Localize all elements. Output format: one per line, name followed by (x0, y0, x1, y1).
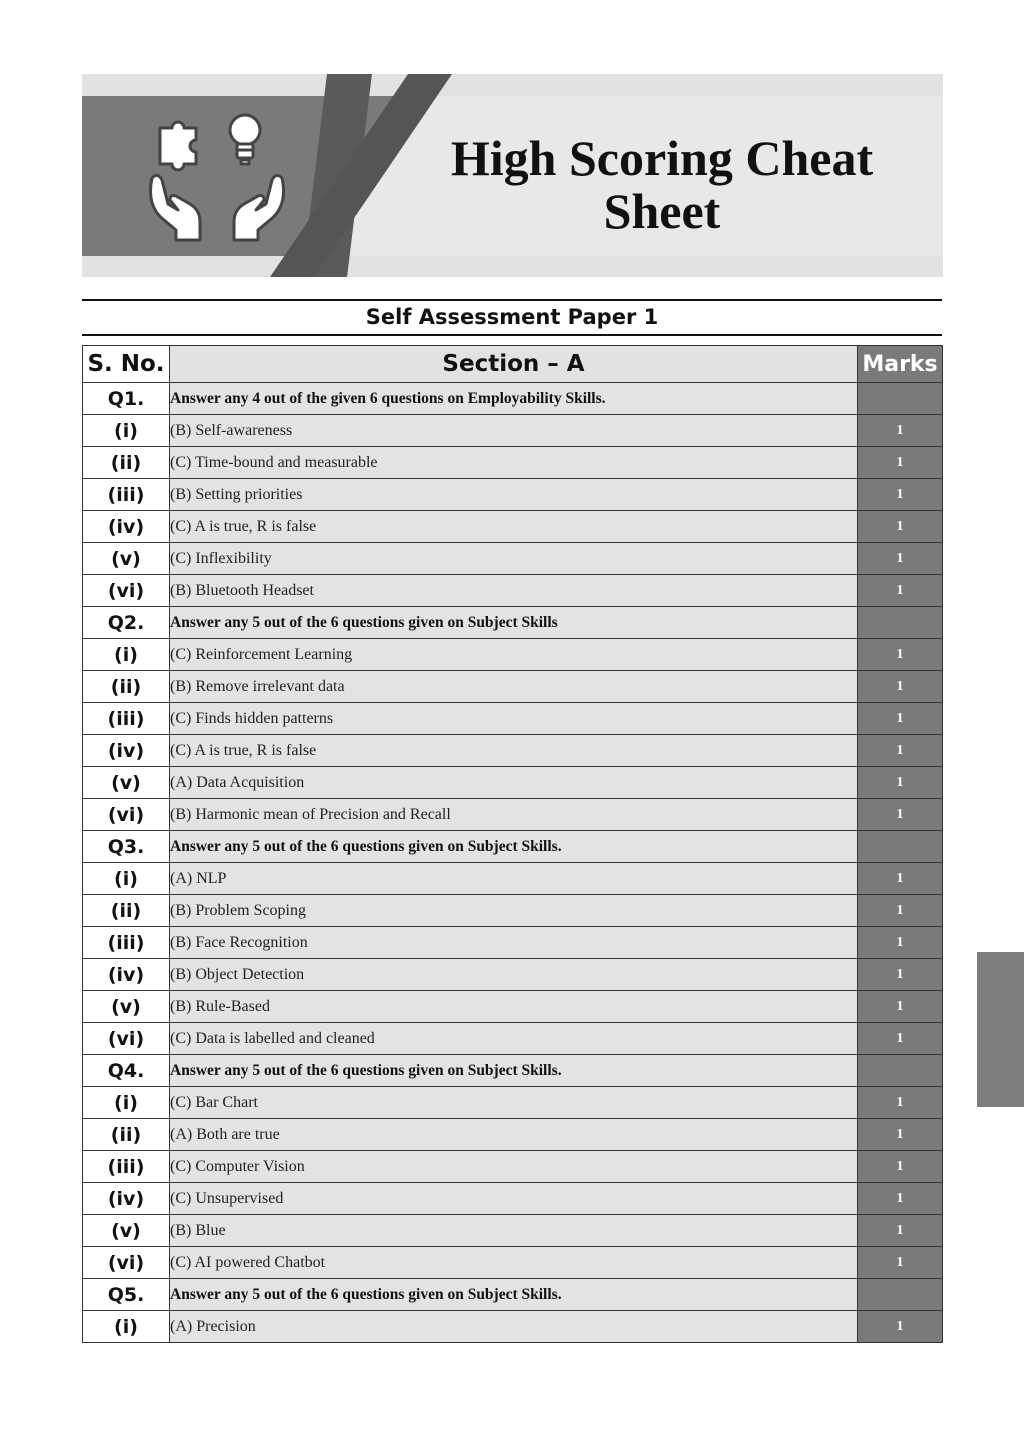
marks-cell: 1 (858, 1215, 943, 1247)
answer-text: (B) Rule-Based (170, 991, 858, 1023)
answer-text: (B) Blue (170, 1215, 858, 1247)
answer-row (83, 959, 943, 991)
row-number: (iv) (83, 959, 170, 991)
row-number: Q1. (83, 383, 170, 415)
question-instruction: Answer any 5 out of the 6 questions given on Subject Skills (170, 607, 858, 639)
question-row (83, 383, 943, 415)
row-number: (ii) (83, 671, 170, 703)
answer-text: (B) Remove irrelevant data (170, 671, 858, 703)
marks-cell: 1 (858, 575, 943, 607)
answer-text: (B) Bluetooth Headset (170, 575, 858, 607)
answer-row (83, 895, 943, 927)
header-banner (82, 74, 943, 277)
answer-text: (C) Inflexibility (170, 543, 858, 575)
question-row (83, 1055, 943, 1087)
marks-cell: 1 (858, 799, 943, 831)
answer-row (83, 1151, 943, 1183)
marks-cell: 1 (858, 1247, 943, 1279)
answer-row (83, 511, 943, 543)
answer-row (83, 639, 943, 671)
row-number: Q5. (83, 1279, 170, 1311)
row-number: (v) (83, 991, 170, 1023)
row-number: (iii) (83, 927, 170, 959)
row-number: (v) (83, 543, 170, 575)
divider-bottom (82, 334, 942, 336)
row-number: (iii) (83, 1151, 170, 1183)
marks-cell: 1 (858, 863, 943, 895)
answer-text: (B) Object Detection (170, 959, 858, 991)
banner-title-line2: Sheet (603, 183, 721, 239)
answer-text: (B) Face Recognition (170, 927, 858, 959)
marks-cell: 1 (858, 511, 943, 543)
answer-row (83, 447, 943, 479)
question-row (83, 607, 943, 639)
answer-text: (A) Precision (170, 1311, 858, 1343)
question-instruction: Answer any 5 out of the 6 questions given on Subject Skills. (170, 831, 858, 863)
row-number: (iii) (83, 703, 170, 735)
marks-cell: 1 (858, 1023, 943, 1055)
marks-cell: 1 (858, 1151, 943, 1183)
answer-text: (C) A is true, R is false (170, 735, 858, 767)
answer-text: (A) Both are true (170, 1119, 858, 1151)
marks-cell (858, 1055, 943, 1087)
answer-row (83, 1311, 943, 1343)
row-number: (ii) (83, 1119, 170, 1151)
question-instruction: Answer any 4 out of the given 6 questions on Employability Skills. (170, 383, 858, 415)
row-number: Q2. (83, 607, 170, 639)
answer-text: (C) Time-bound and measurable (170, 447, 858, 479)
marks-cell (858, 831, 943, 863)
answer-text: (C) Finds hidden patterns (170, 703, 858, 735)
answer-row (83, 1215, 943, 1247)
question-instruction: Answer any 5 out of the 6 questions given on Subject Skills. (170, 1055, 858, 1087)
marks-cell: 1 (858, 671, 943, 703)
answer-row (83, 1183, 943, 1215)
answer-row (83, 671, 943, 703)
divider-top (82, 299, 942, 301)
marks-cell: 1 (858, 639, 943, 671)
answer-text: (C) Bar Chart (170, 1087, 858, 1119)
row-number: (vi) (83, 575, 170, 607)
answer-row (83, 543, 943, 575)
answer-text: (C) Unsupervised (170, 1183, 858, 1215)
column-header-sno: S. No. (83, 346, 170, 383)
answer-text: (B) Setting priorities (170, 479, 858, 511)
answer-row (83, 799, 943, 831)
row-number: (vi) (83, 799, 170, 831)
row-number: (i) (83, 1311, 170, 1343)
answer-text: (A) NLP (170, 863, 858, 895)
banner-title (382, 132, 942, 238)
paper-title: Self Assessment Paper 1 (365, 305, 659, 329)
row-number: (i) (83, 863, 170, 895)
row-number: Q3. (83, 831, 170, 863)
answer-row (83, 703, 943, 735)
answer-text: (C) Computer Vision (170, 1151, 858, 1183)
row-number: (vi) (83, 1247, 170, 1279)
row-number: (i) (83, 639, 170, 671)
answer-row (83, 927, 943, 959)
row-number: (iv) (83, 735, 170, 767)
marks-cell: 1 (858, 991, 943, 1023)
answer-row (83, 415, 943, 447)
row-number: (v) (83, 767, 170, 799)
question-row (83, 1279, 943, 1311)
answer-row (83, 575, 943, 607)
row-number: (ii) (83, 447, 170, 479)
marks-cell: 1 (858, 479, 943, 511)
answer-row (83, 991, 943, 1023)
marks-cell (858, 383, 943, 415)
table-body (83, 383, 943, 1343)
marks-cell: 1 (858, 1087, 943, 1119)
question-instruction: Answer any 5 out of the 6 questions given on Subject Skills. (170, 1279, 858, 1311)
answer-table (82, 345, 943, 1343)
answer-row (83, 1023, 943, 1055)
row-number: (iii) (83, 479, 170, 511)
marks-cell: 1 (858, 767, 943, 799)
row-number: (iv) (83, 1183, 170, 1215)
answer-row (83, 1247, 943, 1279)
answer-text: (B) Problem Scoping (170, 895, 858, 927)
table-header-row (83, 346, 943, 383)
answer-row (83, 767, 943, 799)
marks-cell: 1 (858, 1183, 943, 1215)
side-thumb-tab (977, 952, 1024, 1107)
column-header-marks: Marks (858, 346, 943, 383)
marks-cell (858, 607, 943, 639)
column-header-section: Section – A (170, 346, 858, 383)
answer-text: (C) A is true, R is false (170, 511, 858, 543)
marks-cell (858, 1279, 943, 1311)
marks-cell: 1 (858, 447, 943, 479)
marks-cell: 1 (858, 927, 943, 959)
marks-cell: 1 (858, 895, 943, 927)
marks-cell: 1 (858, 703, 943, 735)
row-number: (ii) (83, 895, 170, 927)
row-number: (i) (83, 1087, 170, 1119)
answer-text: (C) Reinforcement Learning (170, 639, 858, 671)
row-number: (v) (83, 1215, 170, 1247)
answer-row (83, 1119, 943, 1151)
question-row (83, 831, 943, 863)
answer-text: (B) Harmonic mean of Precision and Recall (170, 799, 858, 831)
answer-row (83, 735, 943, 767)
marks-cell: 1 (858, 735, 943, 767)
answer-text: (C) Data is labelled and cleaned (170, 1023, 858, 1055)
row-number: (i) (83, 415, 170, 447)
row-number: Q4. (83, 1055, 170, 1087)
marks-cell: 1 (858, 959, 943, 991)
hands-puzzle-bulb-icon (142, 108, 292, 243)
marks-cell: 1 (858, 415, 943, 447)
row-number: (vi) (83, 1023, 170, 1055)
answer-text: (A) Data Acquisition (170, 767, 858, 799)
answer-text: (C) AI powered Chatbot (170, 1247, 858, 1279)
answer-text: (B) Self-awareness (170, 415, 858, 447)
marks-cell: 1 (858, 1311, 943, 1343)
row-number: (iv) (83, 511, 170, 543)
marks-cell: 1 (858, 1119, 943, 1151)
answer-row (83, 1087, 943, 1119)
marks-cell: 1 (858, 543, 943, 575)
banner-title-line1: High Scoring Cheat (450, 130, 874, 186)
answer-row (83, 863, 943, 895)
answer-row (83, 479, 943, 511)
